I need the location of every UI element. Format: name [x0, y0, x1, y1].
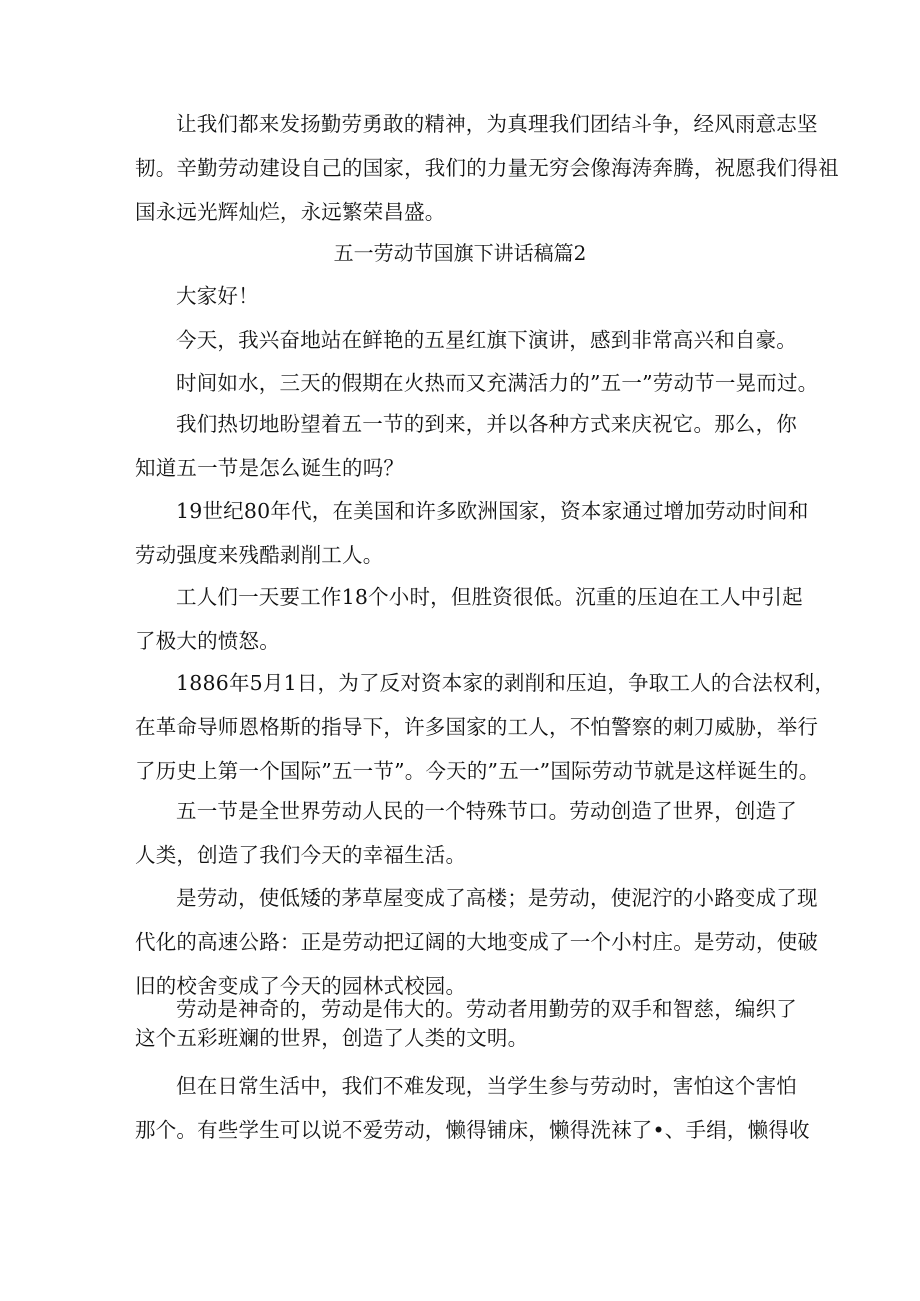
text-line: 但在日常生活中，我们不难发现，当学生参与劳动时，害怕这个害怕	[176, 1074, 797, 1098]
paragraph	[135, 361, 819, 405]
intro-paragraph	[135, 102, 839, 234]
paragraph	[135, 876, 819, 1008]
text-line: 工人们一天要工作18个小时，但胜资很低。沉重的压迫在工人中引起	[176, 585, 803, 609]
section-heading: 五一劳动节国旗下讲话稿篇2	[333, 241, 587, 265]
text-line: 代化的高速公路：正是劳动把辽阔的大地变成了一个小村庄。是劳动，使破	[135, 930, 819, 954]
text-line: 那个。有些学生可以说不爱劳动，懒得铺床，懒得洗袜了•、手绢，懒得收	[135, 1118, 810, 1142]
text-line: 我们热切地盼望着五一节的到来，并以各种方式来庆祝它。那么，你	[176, 412, 797, 436]
paragraph	[135, 995, 795, 1053]
text-line: 知道五一节是怎么诞生的吗？	[135, 456, 405, 480]
text-line: 了历史上第一个国际”五一节”。今天的”五一”国际劳动节就是这样诞生的。	[135, 759, 820, 783]
text-line: 国永远光辉灿烂，永远繁荣昌盛。	[135, 200, 446, 224]
paragraph-greeting	[135, 274, 795, 318]
text-line: 1886年5月1日，为了反对资本家的剥削和压迫，争取工人的合法权利，	[176, 671, 836, 695]
text-line: 旧的校舍变成了今天的园林式校园。	[135, 974, 467, 998]
text-line: 五一节是全世界劳动人民的一个特殊节口。劳动创造了世界，创造了	[176, 799, 797, 823]
text-line: 了极大的愤怒。	[135, 629, 280, 653]
text-line: 今天，我兴奋地站在鲜艳的五星红旗下演讲，感到非常高兴和自豪。	[176, 328, 797, 352]
text-line: 是劳动，使低矮的茅草屋变成了高楼；是劳动，使泥泞的小路变成了现	[176, 886, 818, 910]
paragraph	[135, 489, 809, 577]
text-line: 时间如水，三天的假期在火热而又充满活力的”五一”劳动节一晃而过。	[176, 371, 819, 395]
paragraph	[135, 661, 836, 793]
paragraph	[135, 318, 795, 362]
text-line: 大家好！	[176, 284, 259, 308]
text-line: 这个五彩班斓的世界，创造了人类的文明。	[135, 1026, 529, 1050]
text-line: 劳动强度来残酷剥削工人。	[135, 543, 384, 567]
paragraph	[135, 575, 803, 663]
text-line: 19世纪80年代，在美国和许多欧洲国家，资本家通过增加劳动时间和	[176, 499, 809, 523]
text-line: 劳动是神奇的，劳动是伟大的。劳动者用勤劳的双手和智慈，编织了	[176, 997, 797, 1021]
paragraph	[135, 1064, 810, 1152]
text-line: 让我们都来发扬勤劳勇敢的精神，为真理我们团结斗争，经风雨意志坚	[176, 112, 818, 136]
text-line: 韧。辛勤劳动建设自己的国家，我们的力量无穷会像海涛奔腾，祝愿我们得祖	[135, 156, 839, 180]
text-line: 在革命导师恩格斯的指导下，许多国家的工人，不怕警察的刺刀威胁，举行	[135, 715, 819, 739]
paragraph	[135, 402, 795, 490]
paragraph	[135, 789, 795, 877]
text-line: 人类，创造了我们今天的幸福生活。	[135, 843, 467, 867]
